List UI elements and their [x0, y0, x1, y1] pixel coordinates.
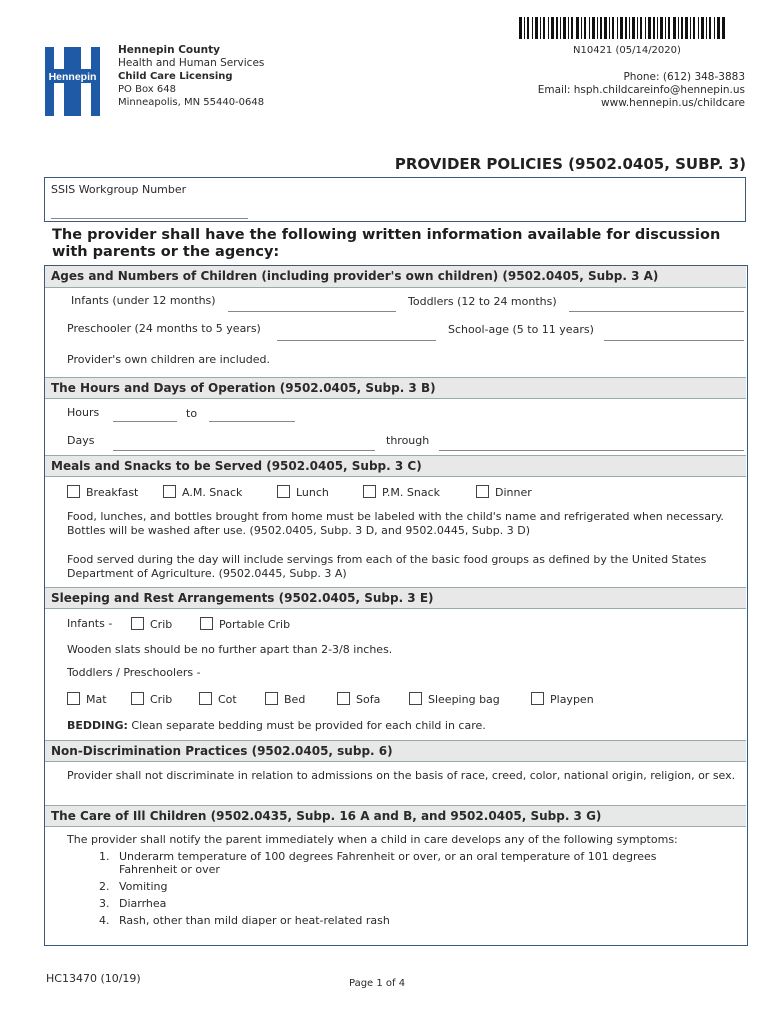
- infant-crib-checkbox[interactable]: Crib: [131, 617, 172, 631]
- infants-input[interactable]: [228, 311, 396, 312]
- food-groups-note: Food served during the day will include servings from each of the basic food groups as defined by the United States Department of Agriculture. (9502.0445, Subp. 3 A): [67, 553, 707, 580]
- ssis-input[interactable]: [51, 218, 248, 219]
- bedding-text: Clean separate bedding must be provided for each child in care.: [131, 719, 486, 732]
- symptom-item: 3. Diarrhea: [113, 897, 699, 910]
- checkbox-box[interactable]: [265, 692, 278, 705]
- checkbox-box[interactable]: [199, 692, 212, 705]
- symptom-item: 4. Rash, other than mild diaper or heat-related rash: [113, 914, 699, 927]
- hennepin-logo: [45, 47, 100, 116]
- page-number: Page 1 of 4: [349, 978, 406, 989]
- lunch-checkbox[interactable]: Lunch: [277, 485, 329, 499]
- ill-children-heading: The Care of Ill Children (9502.0435, Subp. 16 A and B, and 9502.0405, Subp. 3 G): [45, 805, 746, 827]
- preschooler-input[interactable]: [277, 340, 436, 341]
- city: Minneapolis, MN 55440-0648: [118, 97, 265, 108]
- symptom-item: 2. Vomiting: [113, 880, 699, 893]
- po-box: PO Box 648: [118, 84, 176, 95]
- infants-sleep-label: Infants -: [67, 617, 113, 630]
- bed-checkbox[interactable]: Bed: [265, 692, 305, 706]
- days-through-input[interactable]: [439, 450, 744, 451]
- meals-heading: Meals and Snacks to be Served (9502.0405, Subp. 3 C): [45, 455, 746, 477]
- symptom-list: [93, 850, 699, 931]
- nondiscrimination-text: Provider shall not discriminate in relation to admissions on the basis of race, creed, color, national origin, religion, or sex.: [67, 769, 736, 782]
- hours-label: Hours: [67, 406, 100, 419]
- school-age-label: School-age (5 to 11 years): [448, 323, 594, 336]
- footer-form-code: HC13470 (10/19): [46, 972, 141, 985]
- organization-address: [118, 44, 264, 109]
- checkbox-box[interactable]: [476, 485, 489, 498]
- intro-text: The provider shall have the following written information available for discussion with parents or the agency:: [52, 227, 721, 260]
- website[interactable]: www.hennepin.us/childcare: [601, 97, 745, 109]
- org-name: Hennepin County: [118, 44, 220, 56]
- bedding-note: [67, 719, 486, 732]
- own-children-note: Provider's own children are included.: [67, 353, 270, 366]
- ill-intro: The provider shall notify the parent immediately when a child in care develops any of the following symptoms:: [67, 833, 678, 846]
- logo-text: Hennepin: [48, 71, 97, 83]
- checkbox-box[interactable]: [363, 485, 376, 498]
- days-from-input[interactable]: [113, 450, 375, 451]
- email[interactable]: Email: hsph.childcareinfo@hennepin.us: [537, 84, 745, 96]
- hours-to-input[interactable]: [209, 421, 295, 422]
- toddlers-input[interactable]: [569, 311, 744, 312]
- document-title: PROVIDER POLICIES (9502.0405, SUBP. 3): [394, 155, 746, 173]
- to-label: to: [186, 407, 198, 420]
- school-age-input[interactable]: [604, 340, 744, 341]
- hours-heading: The Hours and Days of Operation (9502.0405, Subp. 3 B): [45, 377, 746, 399]
- org-dept: Health and Human Services: [118, 57, 265, 69]
- preschooler-label: Preschooler (24 months to 5 years): [67, 322, 261, 335]
- policies-box: [44, 265, 748, 946]
- ages-heading: Ages and Numbers of Children (including provider's own children) (9502.0405, Subp. 3 A): [45, 266, 746, 288]
- checkbox-box[interactable]: [531, 692, 544, 705]
- dinner-checkbox[interactable]: Dinner: [476, 485, 532, 499]
- checkbox-box[interactable]: [131, 692, 144, 705]
- hours-from-input[interactable]: [113, 421, 177, 422]
- checkbox-box[interactable]: [409, 692, 422, 705]
- checkbox-box[interactable]: [67, 692, 80, 705]
- phone: Phone: (612) 348-3883: [623, 71, 745, 83]
- checkbox-box[interactable]: [67, 485, 80, 498]
- meals-labeling-note: Food, lunches, and bottles brought from home must be labeled with the child's name and refrigerated when necessary. Bottles will be washed after use. (9502.0405, Subp. 3 D, and 9502.0445, Subp. 3 D): [67, 510, 724, 537]
- ssis-label: SSIS Workgroup Number: [51, 183, 187, 196]
- checkbox-box[interactable]: [131, 617, 144, 630]
- toddlers-label: Toddlers (12 to 24 months): [408, 295, 557, 308]
- through-label: through: [386, 434, 430, 447]
- crib-checkbox[interactable]: Crib: [131, 692, 172, 706]
- infants-label: Infants (under 12 months): [71, 294, 216, 307]
- symptom-item: 1. Underarm temperature of 100 degrees Fahrenheit or over, or an oral temperature of 101 degrees Fahrenheit or over: [113, 850, 699, 876]
- toddlers-sleep-label: Toddlers / Preschoolers -: [67, 666, 201, 679]
- checkbox-box[interactable]: [163, 485, 176, 498]
- mat-checkbox[interactable]: Mat: [67, 692, 107, 706]
- sleeping-heading: Sleeping and Rest Arrangements (9502.0405, Subp. 3 E): [45, 587, 746, 609]
- nondiscrimination-heading: Non-Discrimination Practices (9502.0405, subp. 6): [45, 740, 746, 762]
- contact-info: [538, 71, 745, 110]
- am-snack-checkbox[interactable]: A.M. Snack: [163, 485, 242, 499]
- sleeping-bag-checkbox[interactable]: Sleeping bag: [409, 692, 500, 706]
- barcode: [519, 17, 725, 39]
- portable-crib-checkbox[interactable]: Portable Crib: [200, 617, 290, 631]
- slats-note: Wooden slats should be no further apart than 2-3/8 inches.: [67, 643, 393, 656]
- pm-snack-checkbox[interactable]: P.M. Snack: [363, 485, 440, 499]
- form-number: N10421 (05/14/2020): [573, 45, 681, 56]
- bedding-label: BEDDING:: [67, 719, 128, 732]
- checkbox-box[interactable]: [277, 485, 290, 498]
- cot-checkbox[interactable]: Cot: [199, 692, 237, 706]
- days-label: Days: [67, 434, 95, 447]
- sofa-checkbox[interactable]: Sofa: [337, 692, 380, 706]
- ssis-box: [44, 177, 746, 222]
- checkbox-box[interactable]: [200, 617, 213, 630]
- breakfast-checkbox[interactable]: Breakfast: [67, 485, 138, 499]
- checkbox-box[interactable]: [337, 692, 350, 705]
- playpen-checkbox[interactable]: Playpen: [531, 692, 594, 706]
- unit-name: Child Care Licensing: [118, 71, 233, 82]
